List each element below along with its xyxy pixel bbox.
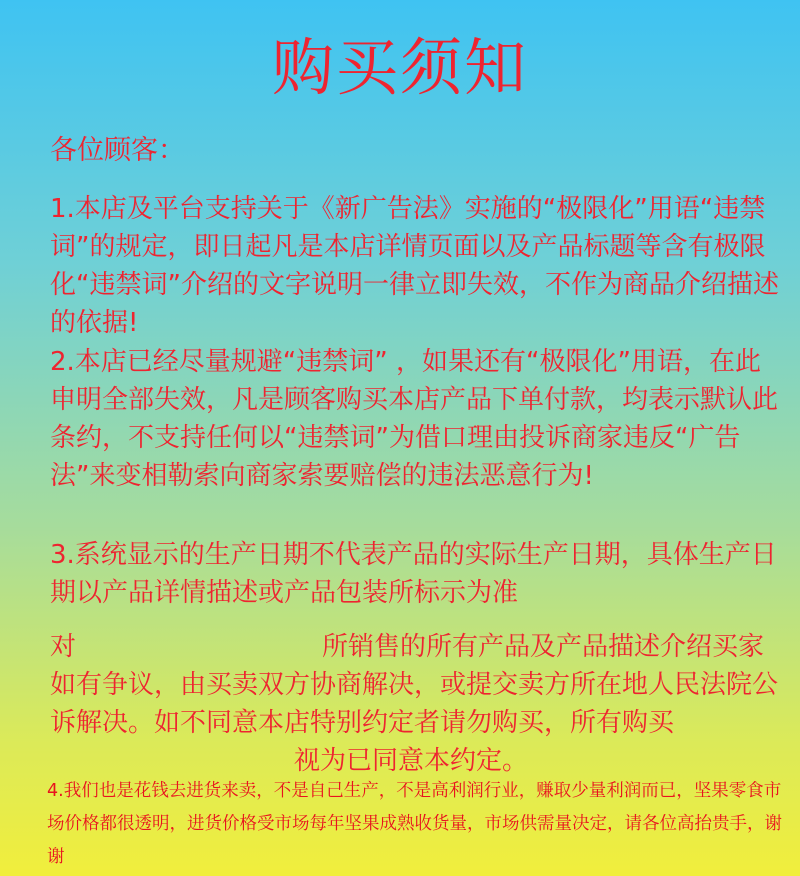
greeting: 各位顾客： bbox=[50, 135, 185, 166]
statement-part-1: 对 bbox=[50, 632, 77, 662]
notice-item-2: 2.本店已经尽量规避“违禁词” ，如果还有“极限化”用语，在此申明全部失效，凡是顾客购买本店产品下单付款，均表示默认此条约，不支持任何以“违禁词”为借口理由投诉商家违反“广告法”来变相勒索向商家索要赔偿的违法恶意行为! bbox=[50, 347, 779, 491]
notice-item-4: 4.我们也是花钱去进货来卖，不是自己生产，不是高利润行业，赚取少量利润而已，坚果零食市场价格都很透明，进货价格受市场每年坚果成熟收货量，市场供需量决定，请各位高抬贵手，谢谢 bbox=[47, 781, 782, 867]
notice-item-1: 1.本店及平台支持关于《新广告法》实施的“极限化”用语“违禁词”的规定，即日起凡是本店详情页面以及产品标题等含有极限化“违禁词”介绍的文字说明一律立即失效，不作为商品介绍描述的依据! bbox=[50, 194, 779, 338]
agreement-statement bbox=[50, 628, 780, 780]
notice-item-3: 3.系统显示的生产日期不代表产品的实际生产日期，具体生产日期以产品详情描述或产品包装所标示为准 bbox=[50, 540, 777, 608]
statement-part-3: 视为已同意本约定。 bbox=[294, 746, 529, 776]
blurred-shop-name bbox=[76, 632, 322, 666]
statement-part-2: 所销售的所有产品及产品描述介绍买家如有争议，由买卖双方协商解决，或提交卖方所在地人民法院公诉解决。如不同意本店特别约定者请勿购买，所有购买 bbox=[50, 632, 779, 738]
page-title: 购买须知 bbox=[271, 31, 528, 104]
